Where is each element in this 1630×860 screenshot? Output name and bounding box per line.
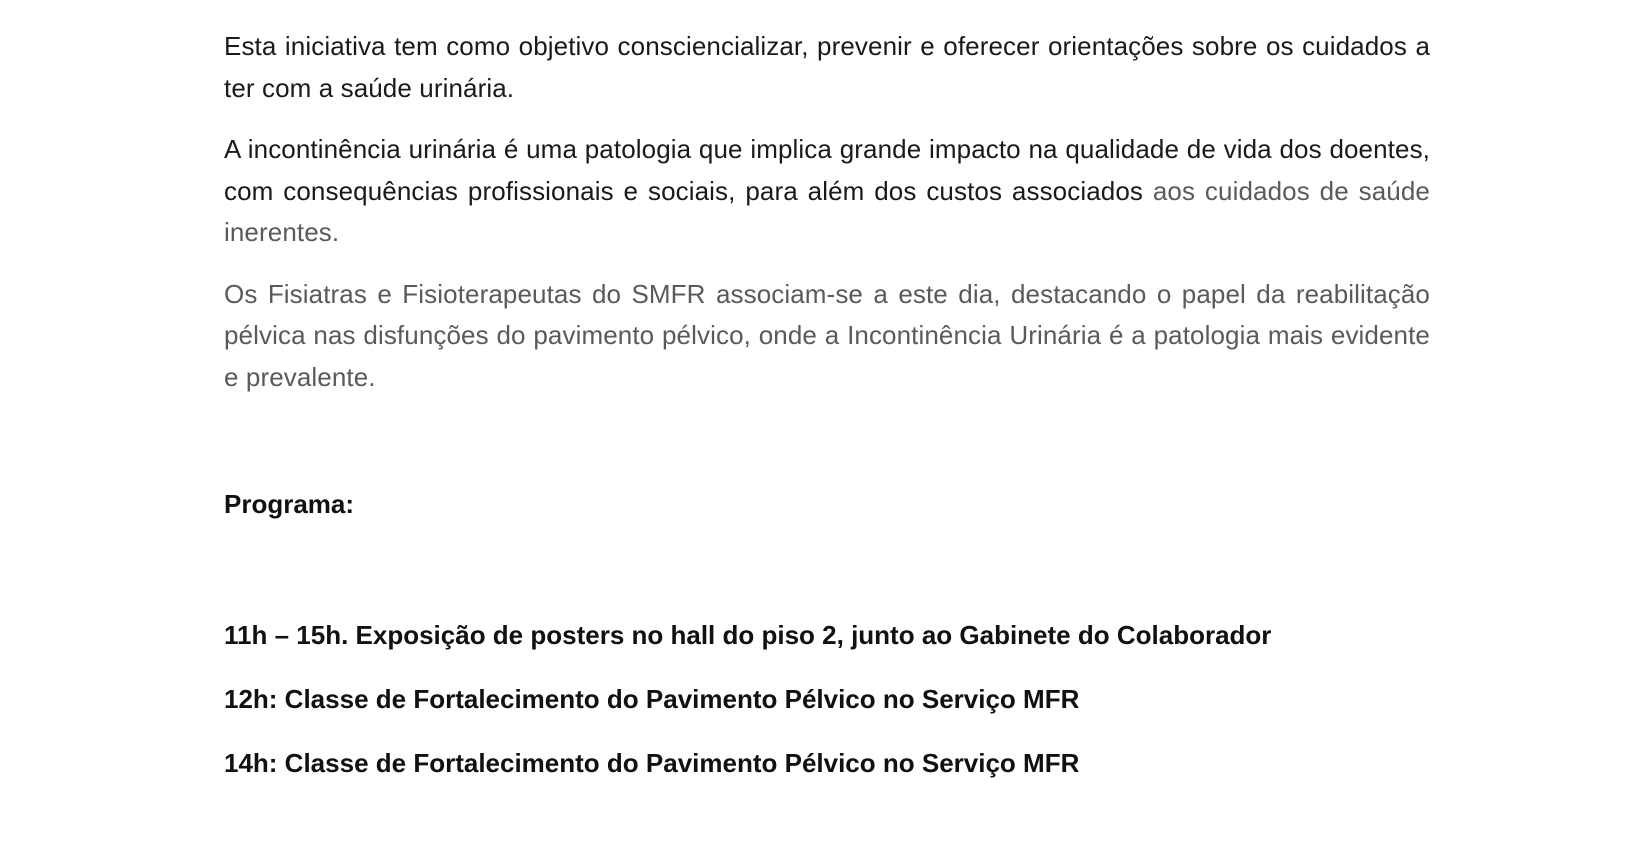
program-item-posters: 11h – 15h. Exposição de posters no hall do piso 2, junto ao Gabinete do Colaborador [224,620,1272,650]
program-heading: Programa: [224,489,355,519]
incontinence-paragraph-muted-text: aos cuidados de saúde inerentes. [224,175,1430,247]
program-item-class-12h: 12h: Classe de Fortalecimento do Pavimento Pélvico no Serviço MFR [224,684,1080,714]
incontinence-paragraph-text: A incontinência urinária é uma patologia que implica grande impacto na qualidade de vida dos doentes, com consequências profissionais e sociais, para além dos custos associados [224,134,1430,206]
smfr-paragraph [224,274,1430,399]
smfr-paragraph-text: Os Fisiatras e Fisioterapeutas do SMFR associam-se a este dia, destacando o papel da reabilitação pélvica nas disfunções do pavimento pélvico, onde a Incontinência Urinária é a patologia mais evidente e prevalente. [224,278,1430,392]
incontinence-paragraph [224,129,1430,254]
intro-paragraph-text: Esta iniciativa tem como objetivo consciencializar, prevenir e oferecer orientações sobre os cuidados a ter com a saúde urinária. [224,31,1430,103]
program-list [224,620,1430,812]
program-item-class-14h: 14h: Classe de Fortalecimento do Pavimento Pélvico no Serviço MFR [224,748,1080,778]
document-body [224,26,1430,418]
intro-paragraph [224,26,1430,109]
